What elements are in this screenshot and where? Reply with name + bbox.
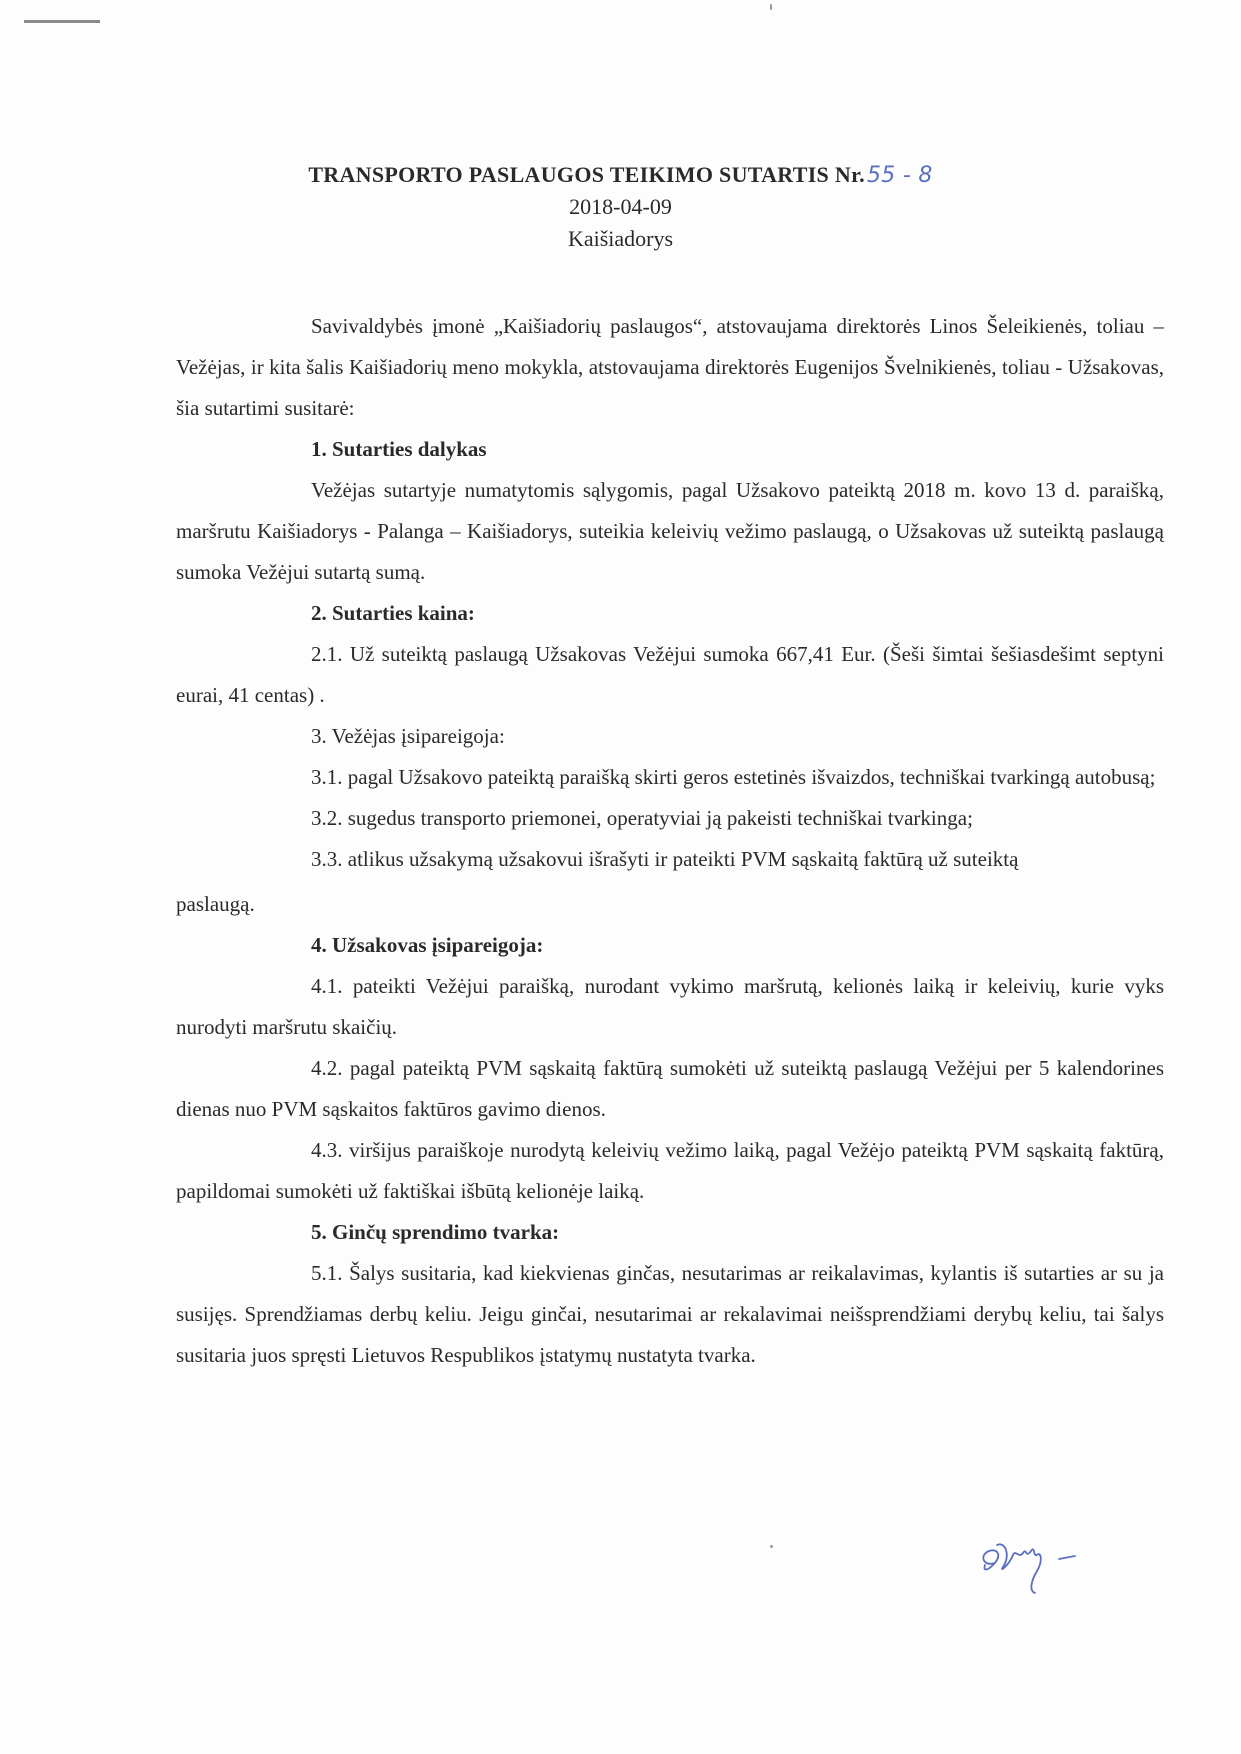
document-place: Kaišiadorys	[567, 226, 674, 251]
title-text: TRANSPORTO PASLAUGOS TEIKIMO SUTARTIS Nr.	[308, 162, 865, 187]
contract-body	[176, 306, 1164, 1376]
clause-3-2: 3.2. sugedus transporto priemonei, operatyviai ją pakeisti techniškai tvarkinga;	[311, 806, 973, 830]
clause-4-2: 4.2. pagal pateiktą PVM sąskaitą faktūrą sumokėti už suteiktą paslaugą Vežėjui per 5 kalendorines dienas nuo PVM sąskaitos faktūros gavimo dienos.	[176, 1056, 1164, 1121]
scan-speck	[770, 4, 772, 10]
section-3-heading: 3. Vežėjas įsipareigoja:	[311, 724, 505, 748]
clause-4-3: 4.3. viršijus paraiškoje nurodytą keleivių vežimo laiką, pagal Vežėjo pateiktą PVM sąskaitą faktūrą, papildomai sumokėti už faktiškai išbūtą kelionėje laiką.	[176, 1138, 1164, 1203]
document-title	[0, 162, 1241, 188]
section-1-heading: 1. Sutarties dalykas	[311, 437, 487, 461]
section-2-heading: 2. Sutarties kaina:	[311, 601, 475, 625]
scan-corner-mark	[24, 20, 100, 23]
intro-paragraph: Savivaldybės įmonė „Kaišiadorių paslaugos“, atstovaujama direktorės Linos Šeleikienės, toliau – Vežėjas, ir kita šalis Kaišiadorių meno mokykla, atstovaujama direktorės Eugenijos Švelnikienės, toliau - Užsakovas, šia sutartimi susitarė:	[176, 314, 1164, 420]
clause-3-1: 3.1. pagal Užsakovo pateiktą paraišką skirti geros estetinės išvaizdos, techniškai tvarkingą autobusą;	[311, 765, 1156, 789]
section-1-text: Vežėjas sutartyje numatytomis sąlygomis, pagal Užsakovo pateiktą 2018 m. kovo 13 d. paraišką, maršrutu Kaišiadorys - Palanga – Kaišiadorys, suteikia keleivių vežimo paslaugą, o Užsakovas už suteiktą paslaugą sumoka Vežėjui sutartą sumą.	[176, 478, 1164, 584]
section-4-heading: 4. Užsakovas įsipareigoja:	[311, 933, 544, 957]
signature-icon	[975, 1525, 1095, 1595]
clause-2-1: 2.1. Už suteiktą paslaugą Užsakovas Vežėjui sumoka 667,41 Eur. (Šeši šimtai šešiasdešimt septyni eurai, 41 centas) .	[176, 642, 1164, 707]
clause-3-3-tail: paslaugą.	[176, 892, 255, 916]
clause-4-1: 4.1. pateikti Vežėjui paraišką, nurodant vykimo maršrutą, kelionės laiką ir keleivių, kurie vyks nurodyti maršrutu skaičių.	[176, 974, 1164, 1039]
clause-3-3: 3.3. atlikus užsakymą užsakovui išrašyti ir pateikti PVM sąskaitą faktūrą už suteiktą	[311, 847, 1019, 871]
section-5-heading: 5. Ginčų sprendimo tvarka:	[311, 1220, 560, 1244]
handwritten-contract-number: 55 - 8	[866, 163, 933, 188]
document-date: 2018-04-09	[569, 194, 672, 219]
clause-5-1: 5.1. Šalys susitaria, kad kiekvienas ginčas, nesutarimas ar reikalavimas, kylantis iš sutarties ar su ja susijęs. Sprendžiamas derbų keliu. Jeigu ginčai, nesutarimai ar rekalavimai neišsprendžiami derybų keliu, tai šalys susitaria juos spręsti Lietuvos Respublikos įstatymų nustatyta tvarka.	[176, 1261, 1164, 1367]
scan-speck	[770, 1545, 773, 1548]
